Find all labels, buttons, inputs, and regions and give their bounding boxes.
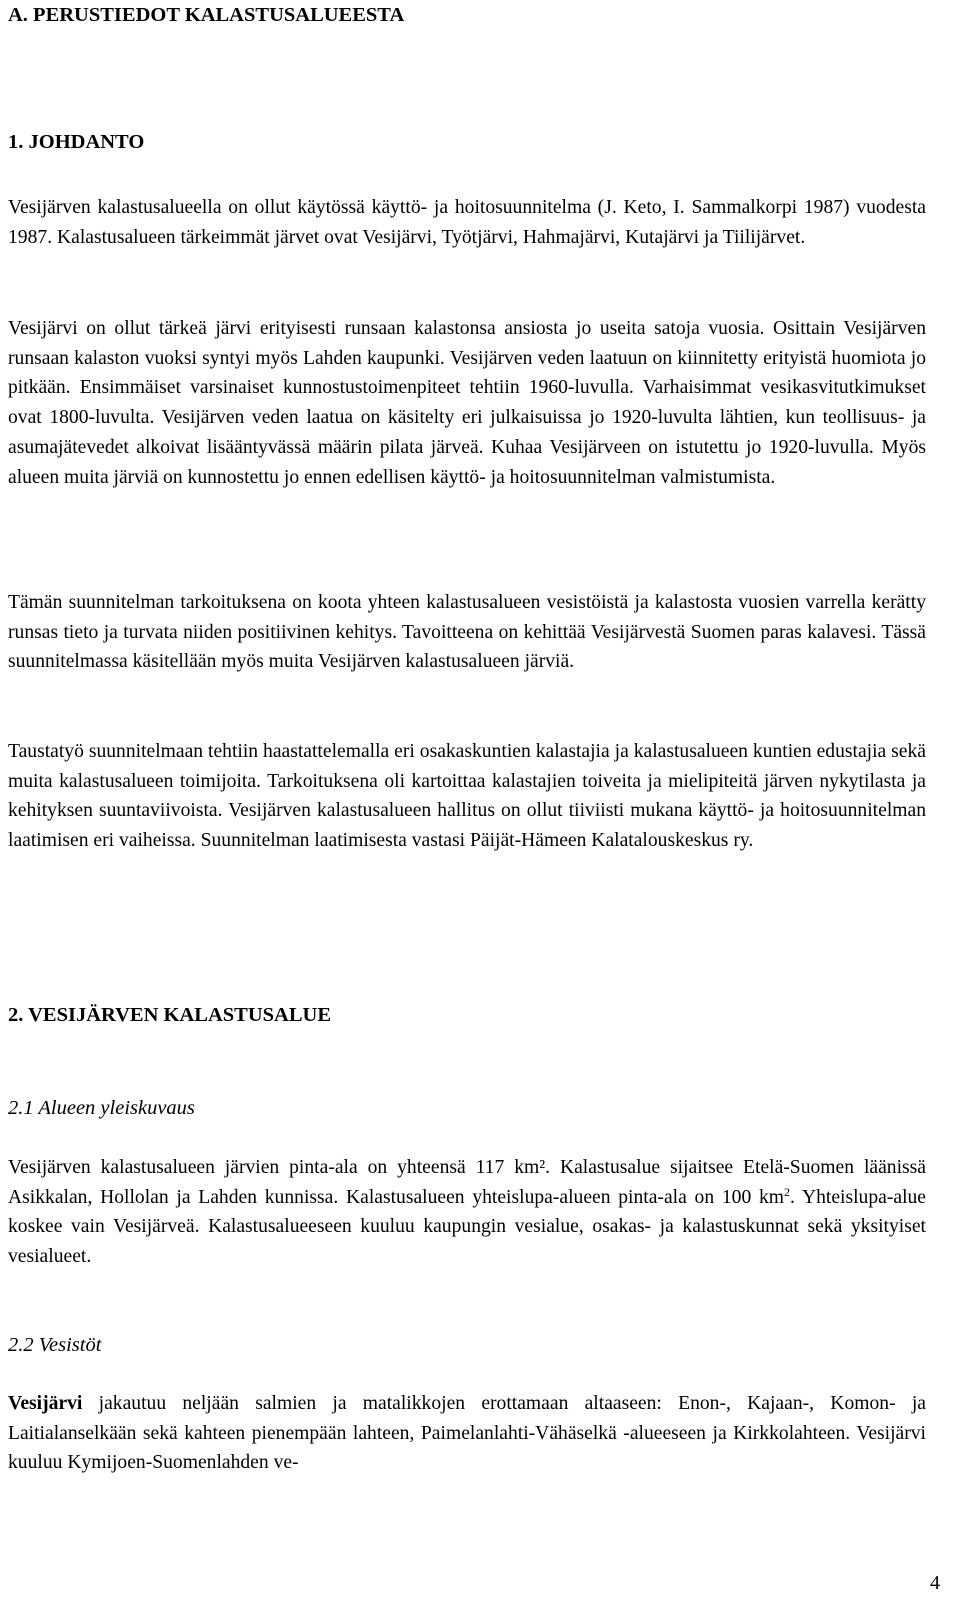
chapter-2-title: 2. VESIJÄRVEN KALASTUSALUE (8, 1004, 331, 1026)
waters-text: jakautuu neljään salmien ja matalikkojen erottamaan altaaseen: Enon-, Kajaan-, Komon- ja Laitialanselkään sekä kahteen pienempään lahteen, Paimelanlahti-Vähäselkä -alueeseen ja Kirkkolahteen. Vesijärvi kuuluu Kymijoen-Suomenlahden ve- (8, 1393, 926, 1474)
paragraph-area-overview (8, 1153, 926, 1272)
chapter-1-title: 1. JOHDANTO (8, 131, 145, 153)
area-text-start: Vesijärven kalastusalueen järvien pinta-ala on yhteensä 117 km². Kalastusalue sijaitsee Etelä-Suomen läänissä Asikkalan, Hollolan ja Lahden kunnissa. Kalastusalueen yhteislupa-alueen pinta-ala on 100 km (8, 1157, 926, 1208)
paragraph-intro: Vesijärven kalastusalueella on ollut käytössä käyttö- ja hoitosuunnitelma (J. Keto, I. Sammalkorpi 1987) vuodesta 1987. Kalastusalueen tärkeimmät järvet ovat Vesijärvi, Työtjärvi, Hahmajärvi, Kutajärvi ja Tiilijärvet. (8, 197, 926, 248)
superscript-2: 2 (784, 1184, 791, 1199)
section-2-1-title: 2.1 Alueen yleiskuvaus (8, 1097, 195, 1119)
page-number: 4 (930, 1572, 940, 1594)
paragraph-waters (8, 1389, 926, 1478)
vesijarvi-bold: Vesijärvi (8, 1393, 83, 1414)
section-a-title: A. PERUSTIEDOT KALASTUSALUEESTA (8, 4, 405, 26)
area-text-end: . Yhteislupa-alue koskee vain Vesijärveä. Kalastusalueeseen kuuluu kaupungin vesialue, osakas- ja kalastuskunnat sekä yksityiset vesialueet. (8, 1186, 927, 1268)
section-2-2-title: 2.2 Vesistöt (8, 1334, 102, 1356)
paragraph-history: Vesijärvi on ollut tärkeä järvi erityisesti runsaan kalastonsa ansiosta jo useita satoja vuosia. Osittain Vesijärven runsaan kalaston vuoksi syntyi myös Lahden kaupunki. Vesijärven veden laatuun on kiinnitetty erityistä huomiota jo pitkään. Ensimmäiset varsinaiset kunnostustoimenpiteet tehtiin 1960-luvulla. Varhaisimmat vesikasvitutkimukset ovat 1800-luvulta. Vesijärven veden laatua on käsitelty eri julkaisuissa jo 1920-luvulta lähtien, kun teollisuus- ja asumajätevedet alkoivat lisääntyvässä määrin pilata järveä. Kuhaa Vesijärveen on istutettu jo 1920-luvulla. Myös alueen muita järviä on kunnostettu jo ennen edellisen käyttö- ja hoitosuunnitelman valmistumista. (8, 318, 926, 488)
paragraph-purpose: Tämän suunnitelman tarkoituksena on koota yhteen kalastusalueen vesistöistä ja kalastosta vuosien varrella kerätty runsas tieto ja turvata niiden positiivinen kehitys. Tavoitteena on kehittää Vesijärvestä Suomen paras kalavesi. Tässä suunnitelmassa käsitellään myös muita Vesijärven kalastusalueen järviä. (8, 592, 926, 673)
paragraph-background: Taustatyö suunnitelmaan tehtiin haastattelemalla eri osakaskuntien kalastajia ja kalastusalueen kuntien edustajia sekä muita kalastusalueen toimijoita. Tarkoituksena oli kartoittaa kalastajien toiveita ja mielipiteitä järven nykytilasta ja kehityksen suuntaviivoista. Vesijärven kalastusalueen hallitus on ollut tiiviisti mukana käyttö- ja hoitosuunnitelman laatimisen eri vaiheissa. Suunnitelman laatimisesta vastasi Päijät-Hämeen Kalatalouskeskus ry. (8, 741, 926, 852)
